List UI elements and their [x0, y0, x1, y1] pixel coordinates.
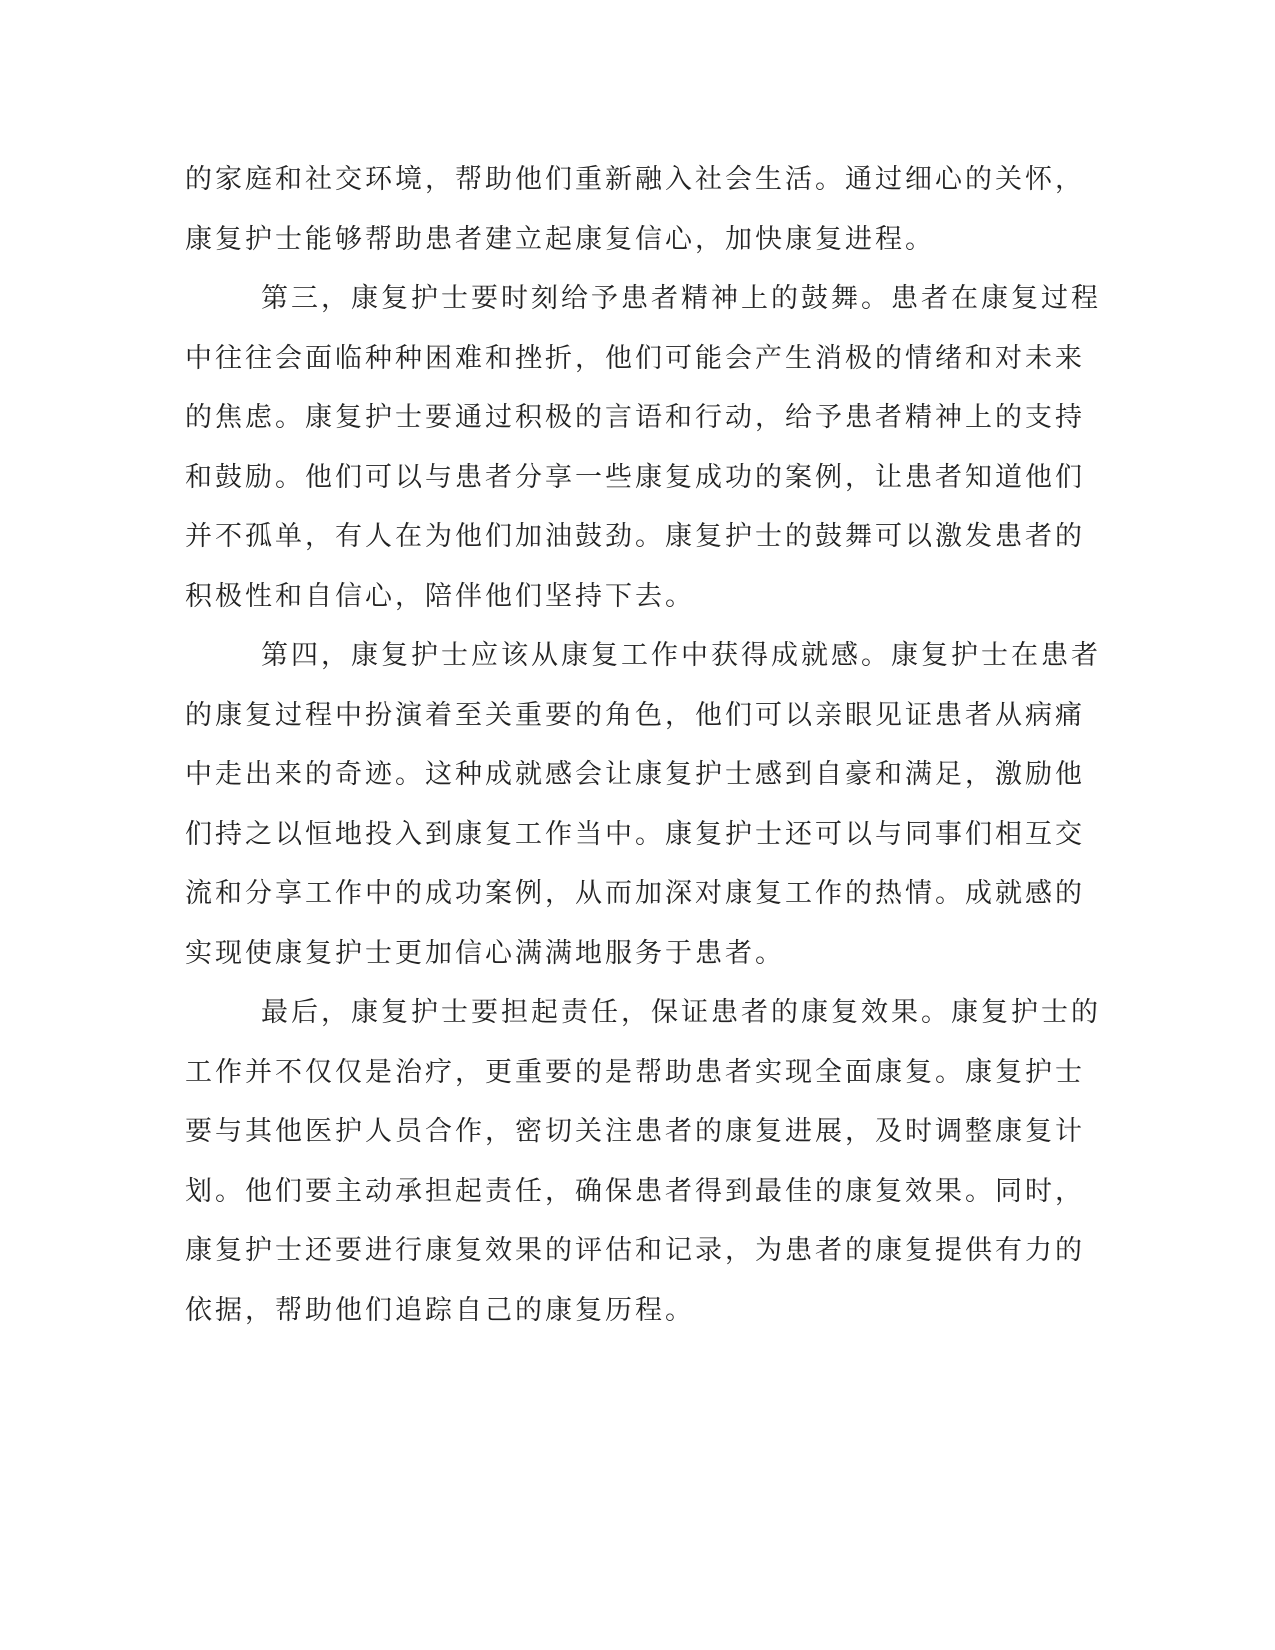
text-line: 第四，康复护士应该从康复工作中获得成就感。康复护士在患者: [261, 640, 1101, 671]
paragraph-2: [185, 269, 1101, 626]
text-line: 并不孤单，有人在为他们加油鼓劲。康复护士的鼓舞可以激发患者的: [185, 521, 1085, 552]
text-line: 的焦虑。康复护士要通过积极的言语和行动，给予患者精神上的支持: [185, 402, 1085, 433]
text-line: 要与其他医护人员合作，密切关注患者的康复进展，及时调整康复计: [185, 1116, 1085, 1147]
text-line: 的家庭和社交环境，帮助他们重新融入社会生活。通过细心的关怀，: [185, 164, 1085, 195]
text-line: 划。他们要主动承担起责任，确保患者得到最佳的康复效果。同时，: [185, 1175, 1085, 1207]
document-body: [185, 150, 1101, 1340]
text-line: 和鼓励。他们可以与患者分享一些康复成功的案例，让患者知道他们: [185, 461, 1085, 493]
text-line: 康复护士还要进行康复效果的评估和记录，为患者的康复提供有力的: [185, 1235, 1085, 1266]
text-line: 积极性和自信心，陪伴他们坚持下去。: [185, 580, 695, 612]
text-line: 第三，康复护士要时刻给予患者精神上的鼓舞。患者在康复过程: [261, 283, 1101, 314]
text-line: 的康复过程中扮演着至关重要的角色，他们可以亲眼见证患者从病痛: [185, 699, 1085, 731]
text-line: 中走出来的奇迹。这种成就感会让康复护士感到自豪和满足，激励他: [185, 759, 1085, 790]
text-line: 实现使康复护士更加信心满满地服务于患者。: [185, 937, 785, 969]
paragraph-1: [185, 150, 1085, 269]
text-line: 流和分享工作中的成功案例，从而加深对康复工作的热情。成就感的: [185, 878, 1085, 909]
text-line: 最后，康复护士要担起责任，保证患者的康复效果。康复护士的: [261, 997, 1101, 1028]
paragraph-4: [185, 983, 1101, 1340]
text-line: 中往往会面临种种困难和挫折，他们可能会产生消极的情绪和对未来: [185, 342, 1085, 374]
text-line: 工作并不仅仅是治疗，更重要的是帮助患者实现全面康复。康复护士: [185, 1056, 1085, 1088]
paragraph-3: [185, 626, 1101, 983]
text-line: 依据，帮助他们追踪自己的康复历程。: [185, 1294, 695, 1326]
text-line: 们持之以恒地投入到康复工作当中。康复护士还可以与同事们相互交: [185, 818, 1085, 850]
text-line: 康复护士能够帮助患者建立起康复信心，加快康复进程。: [185, 223, 935, 255]
